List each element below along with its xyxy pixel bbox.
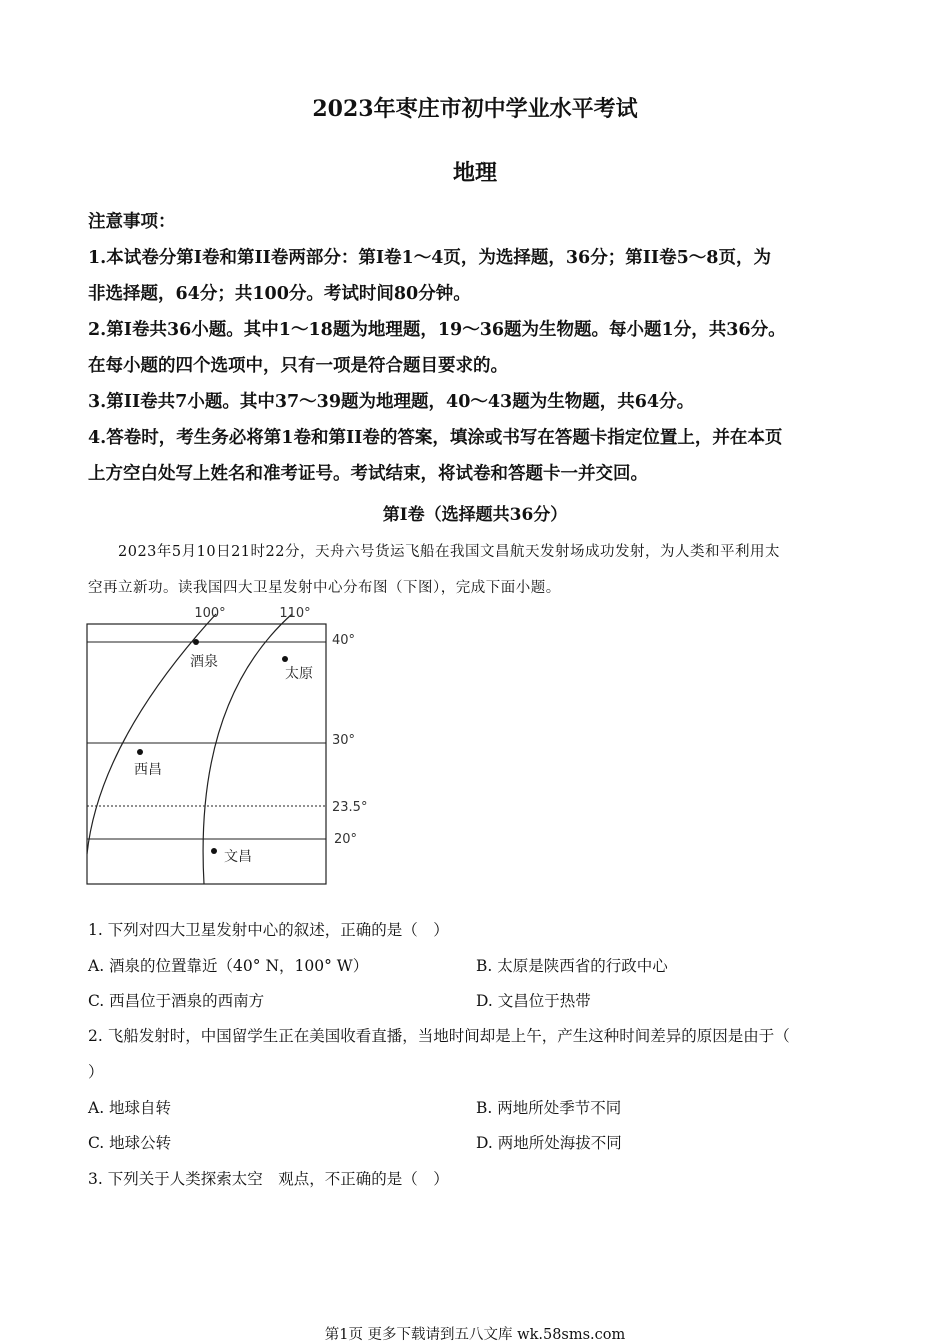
q2-option-d: D. 两地所处海拔不同 [476,1134,622,1152]
lat-label-30: 30° [332,733,356,748]
section-title: 第Ⅰ卷（选择题共36分） [382,505,568,525]
launch-center-map [84,602,384,892]
q1-option-a: A. 酒泉的位置靠近（40° N，100° W） [88,957,369,975]
notice-line: 非选择题，64分；共100分。考试时间80分钟。 [88,284,471,304]
q1-option-c: C. 西昌位于酒泉的西南方 [88,992,265,1010]
jiuquan-marker [193,639,199,645]
intro-line-2: 空再立新功。读我国四大卫星发射中心分布图（下图），完成下面小题。 [88,580,561,596]
notice-block [88,204,878,492]
xichang-marker [137,749,143,755]
wenchang-marker [211,848,217,854]
page-footer: 第1页 更多下载请到五八文库 wk.58sms.com [324,1327,626,1343]
notice-line: 4.答卷时，考生务必将第1卷和第II卷的答案，填涂或书写在答题卡指定位置上，并在本页 [88,428,783,448]
q2-option-c: C. 地球公转 [88,1134,172,1152]
intro-paragraph [88,534,878,606]
lon-label-100: 100° [194,606,226,621]
notice-line: 在每小题的四个选项中，只有一项是符合题目要求的。 [88,356,508,376]
notice-line: 2.第Ⅰ卷共36小题。其中1～18题为地理题，19～36题为生物题。每小题1分，共36分。 [88,320,786,340]
lon-label-110: 110° [279,606,311,621]
q2-option-a: A. 地球自转 [88,1099,172,1117]
question-2-stem: 2. 飞船发射时，中国留学生正在美国收看直播，当地时间却是上午，产生这种时间差异的原因是由于（ [88,1027,790,1045]
wenchang-label: 文昌 [224,849,252,865]
lat-label-40: 40° [332,633,356,648]
notice-line: 3.第II卷共7小题。其中37～39题为地理题，40～43题为生物题，共64分。 [88,392,695,412]
taiyuan-marker [282,656,288,662]
lat-label-20: 20° [334,832,358,847]
exam-title: 2023年枣庄市初中学业水平考试 [312,96,638,122]
meridian-100 [87,614,216,854]
q1-option-d: D. 文昌位于热带 [476,992,591,1010]
intro-line: 2023年5月10日21时22分，天舟六号货运飞船在我国文昌航天发射场成功发射，为人类和平利用太 [118,544,780,560]
notice-heading: 注意事项： [88,212,176,232]
question-1-stem: 1. 下列对四大卫星发射中心的叙述，正确的是（ ） [88,921,449,939]
jiuquan-label: 酒泉 [190,654,218,670]
q1-option-b: B. 太原是陕西省的行政中心 [476,957,668,975]
q2-option-b: B. 两地所处季节不同 [476,1099,622,1117]
xichang-label: 西昌 [134,762,162,778]
question-3-stem: 3. 下列关于人类探索太空 观点，不正确的是（ ） [88,1170,449,1188]
notice-line: 1.本试卷分第Ⅰ卷和第II卷两部分：第Ⅰ卷1～4页，为选择题，36分；第II卷5～8页，为 [88,248,771,268]
subject-title: 地理 [452,160,497,186]
taiyuan-label: 太原 [285,666,313,682]
notice-line: 上方空白处写上姓名和准考证号。考试结束，将试卷和答题卡一并交回。 [88,464,648,484]
question-2-stem-cont: ） [88,1063,104,1081]
lat-label-23-5: 23.5° [332,800,368,815]
